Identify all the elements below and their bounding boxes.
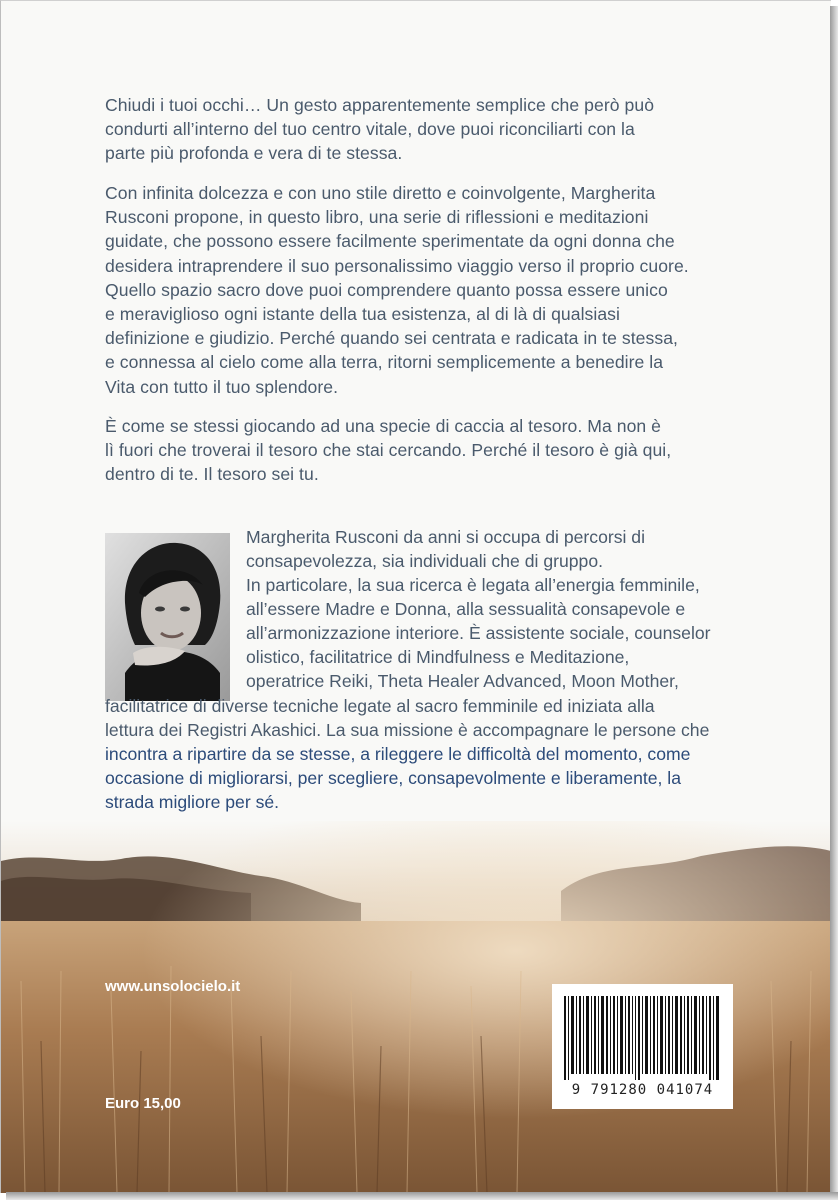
intro-line: Chiudi i tuoi occhi… Un gesto apparentemente semplice che però può <box>105 95 655 115</box>
description-line: e meraviglioso ogni istante della tua esistenza, al di là di qualsiasi <box>105 304 620 325</box>
bio-line: operatrice Reiki, Theta Healer Advanced, Moon Mother, <box>246 671 679 691</box>
description-line: Con infinita dolcezza e con uno stile diretto e coinvolgente, Margherita <box>105 183 656 203</box>
cover-shadow-right <box>830 6 838 1200</box>
description-line: Rusconi propone, in questo libro, una serie di riflessioni e meditazioni <box>105 207 649 228</box>
description-paragraph <box>105 181 745 399</box>
publisher-website: www.unsolocielo.it <box>105 978 241 995</box>
closing-line: È come se stessi giocando ad una specie di caccia al tesoro. Ma non è <box>105 416 662 436</box>
intro-paragraph <box>105 93 745 166</box>
description-line: Quello spazio sacro dove puoi comprendere quanto possa essere unico <box>105 279 668 300</box>
isbn-number: 9 791280 041074 <box>571 1082 714 1098</box>
bio-line: incontra a ripartire da se stesse, a rileggere le difficoltà del momento, come <box>105 744 691 764</box>
closing-line: dentro di te. Il tesoro sei tu. <box>105 464 319 485</box>
price-label: Euro 15,00 <box>105 1095 181 1112</box>
description-line: e connessa al cielo come alla terra, ritorni semplicemente a benedire la <box>105 352 664 373</box>
intro-line: parte più profonda e vera di te stessa. <box>105 143 403 164</box>
bio-line: occasione di migliorarsi, per scegliere, consapevolmente e liberamente, la <box>105 768 681 788</box>
cover-shadow-bottom <box>6 1192 838 1200</box>
bio-line: Margherita Rusconi da anni si occupa di percorsi di <box>246 527 645 547</box>
description-line: Vita con tutto il tuo splendore. <box>105 376 339 397</box>
bio-line: olistico, facilitatrice di Mindfulness e Meditazione, <box>246 647 630 667</box>
closing-line: lì fuori che troverai il tesoro che stai cercando. Perché il tesoro è già qui, <box>105 440 672 461</box>
bio-line: all’essere Madre e Donna, alla sessualità consapevole e <box>246 599 686 619</box>
bio-line: facilitatrice di diverse tecniche legate al sacro femminile ed iniziata alla <box>105 696 655 716</box>
description-line: guidate, che possono essere facilmente sperimentate da ogni donna che <box>105 231 675 252</box>
intro-line: condurti all’interno del tuo centro vitale, dove puoi riconciliarti con la <box>105 119 635 140</box>
bio-line: strada migliore per sé. <box>105 792 280 812</box>
bio-line: In particolare, la sua ricerca è legata all’energia femminile, <box>246 575 700 595</box>
bio-line: consapevolezza, sia individuali che di gruppo. <box>246 551 603 571</box>
bio-line: all’armonizzazione interiore. È assistente sociale, counselor <box>246 623 711 643</box>
bio-line: lettura dei Registri Akashici. La sua missione è accompagnare le persone che <box>105 720 710 740</box>
closing-paragraph <box>105 414 745 487</box>
author-photo <box>105 533 230 701</box>
description-line: desidera intraprendere il suo personalissimo viaggio verso il proprio cuore. <box>105 255 689 276</box>
isbn-barcode <box>552 984 733 1109</box>
description-line: definizione e giudizio. Perché quando sei centrata e radicata in te stessa, <box>105 328 678 349</box>
